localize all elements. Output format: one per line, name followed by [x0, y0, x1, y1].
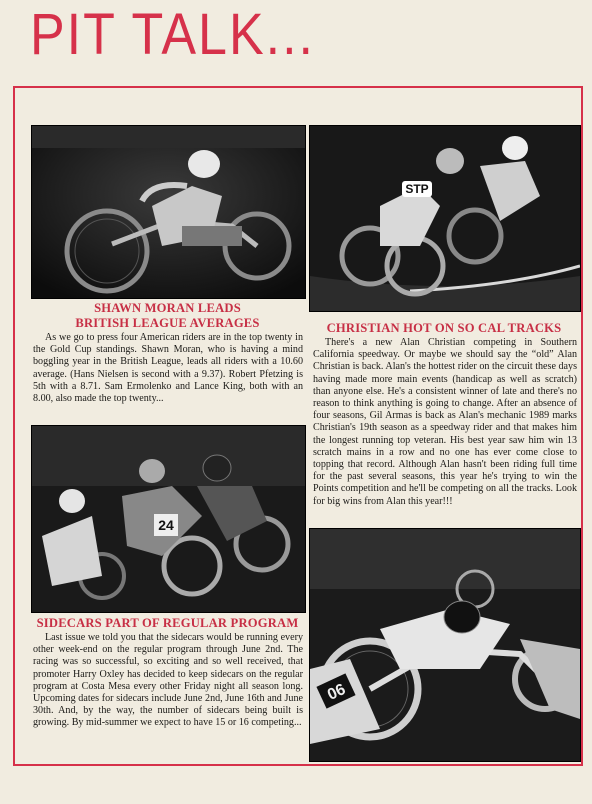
article-christian-body: There's a new Alan Christian competing in Southern California speedway. Or maybe we should say the “old” Alan Christian is back. Alan's the hottest rider on the circuit these days having made more main events (handicap as well as scratch) than anyone else. He's a consistent winner of late and there's no reason to think anything is going to change. After an absence of four seasons, Gil Armas is back as Alan's mechanic 1989 marks Christian's 19th season as a speedway rider and that makes him the longest running top veteran. His best year saw him win 13 scratch mains in a row and no one has ever come close to topping that record. Although Alan hasn't been riding full time for the past several seasons, this year he's trying to win the Points competition and he'll be competing on all the tracks. Look for big wins from Alan this year!!! — [313, 337, 577, 507]
article-moran-body: As we go to press four American riders are in the top twenty in the Gold Cup standings. Shawn Moran, who is having a mind boggling year in the British League, leads all riders with a 10.60 average. (Hans Nielsen is second with a 9.37). Robert Pfetzing is 5th with a 8.71. Sam Ermolenko and Lance King, both with an 8.00, also made the top twenty... — [33, 332, 303, 405]
photo-sidecars — [31, 425, 306, 613]
sidecar-number: 24 — [158, 517, 174, 533]
headline-christian: CHRISTIAN HOT ON SO CAL TRACKS — [326, 321, 562, 335]
rider-photo-1 — [32, 126, 305, 298]
sidecar-photo — [32, 426, 305, 612]
bike-number: 06 — [324, 680, 349, 704]
page-title: PIT TALK... — [30, 2, 315, 68]
photo-bike-06 — [309, 528, 581, 762]
article-sidecars-body: Last issue we told you that the sidecars would be running every other week-end on the regular program through June 2nd. The racing was so successful, so exciting and so well received, that promoter Harry Oxley has decided to keep sidecars on the regular program at Costa Mesa every other Friday night all season long. Upcoming dates for sidecars include June 2nd, June 16th and June 30th. And, by the way, the number of sidecars being built is growing. By mid-summer we expect to have 15 or 16 competing... — [33, 632, 303, 729]
photo-shawn-moran — [31, 125, 306, 299]
headline-moran-line-2: BRITISH LEAGUE AVERAGES — [75, 316, 260, 330]
headline-sidecars: SIDECARS PART OF REGULAR PROGRAM — [36, 616, 299, 630]
rider-photo-2 — [310, 126, 580, 311]
stp-logo: STP — [405, 182, 429, 196]
headline-moran-line-1: SHAWN MORAN LEADS — [94, 301, 241, 315]
photo-christian — [309, 125, 581, 312]
rider-photo-3 — [310, 529, 580, 761]
